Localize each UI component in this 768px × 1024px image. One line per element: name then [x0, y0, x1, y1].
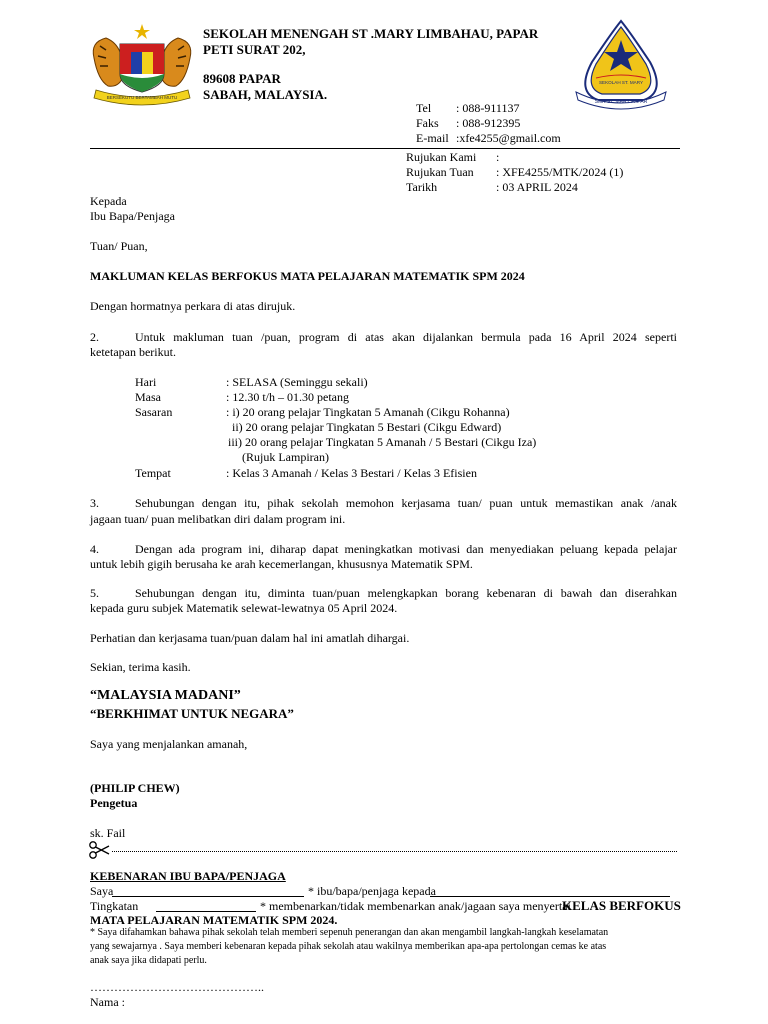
form-note-line1: * Saya difahamkan bahawa pihak sekolah telah memberi sepenuh penerangan dan akan mengambil langkah-langkah keselamatan — [90, 927, 609, 938]
fax-value: : 088-912395 — [456, 116, 521, 130]
letter-subject: MAKLUMAN KELAS BERFOKUS MATA PELAJARAN MATEMATIK SPM 2024 — [90, 269, 525, 283]
para5-line2: kepada guru subjek Matematik selewat-lewatnya 05 April 2024. — [90, 601, 398, 615]
form-saya-mid: * ibu/bapa/penjaga kepada — [308, 884, 436, 898]
closing-appreciation: Perhatian dan kerjasama tuan/puan dalam hal ini amatlah dihargai. — [90, 631, 410, 645]
date-value: : 03 APRIL 2024 — [496, 180, 578, 194]
school-motto-arc-text: SEKOLAH ST. MARY — [598, 80, 644, 85]
sasaran-label: Sasaran — [135, 405, 173, 419]
para4-number: 4. — [90, 542, 99, 556]
form-note-line2: yang sewajarnya . Saya memberi kebenaran kepada pihak sekolah atau wakilnya memberikan apa-apa pertolongan cemas ke atas — [90, 941, 607, 952]
salutation: Tuan/ Puan, — [90, 239, 148, 253]
form-tingkatan-label: Tingkatan — [90, 899, 139, 913]
form-program-a: KELAS BERFOKUS — [562, 898, 681, 913]
ref-kami-label: Rujukan Kami — [406, 150, 477, 164]
form-nama-label: Nama : — [90, 995, 125, 1009]
slogan-berkhimat: “BERKHIMAT UNTUK NEGARA” — [90, 706, 294, 721]
email-label: E-mail — [416, 131, 449, 145]
form-tingkatan-mid: * membenarkan/tidak membenarkan anak/jagaan saya menyertai — [260, 899, 571, 913]
tingkatan-field[interactable] — [156, 911, 256, 912]
crest-motto-text: BERSEKUTU BERTAMBAH MUTU — [106, 95, 178, 100]
para5-line1: Sehubungan dengan itu, diminta tuan/puan melengkapkan borang kebenaran di bawah dan diserahkan — [135, 586, 677, 600]
sasaran-line3: iii) 20 orang pelajar Tingkatan 5 Amanah / 5 Bestari (Cikgu Iza) — [228, 435, 537, 449]
tel-label: Tel — [416, 101, 432, 115]
school-crest-bottom-text: SMK ST. MARY PAPAR — [594, 99, 648, 105]
para2-line1: Untuk makluman tuan /puan, program di atas akan dijalankan bermula pada 16 April 2024 seperti — [135, 330, 677, 344]
ref-tuan-value: : XFE4255/MTK/2024 (1) — [496, 165, 624, 179]
postcode-city: 89608 PAPAR — [203, 71, 281, 86]
tel-value: : 088-911137 — [456, 101, 520, 115]
state-country: SABAH, MALAYSIA. — [203, 87, 328, 102]
recipient-to: Kepada — [90, 194, 127, 208]
para3-number: 3. — [90, 496, 99, 510]
child-name-field[interactable] — [430, 896, 670, 897]
opening-line: Dengan hormatnya perkara di atas dirujuk. — [90, 299, 296, 313]
recipient-addressee: Ibu Bapa/Penjaga — [90, 209, 175, 223]
form-note-line3: anak saya jika didapati perlu. — [90, 955, 207, 966]
school-name: SEKOLAH MENENGAH ST .MARY LIMBAHAU, PAPAR — [203, 26, 539, 41]
signatory-title: Pengetua — [90, 796, 138, 810]
sasaran-line1: : i) 20 orang pelajar Tingkatan 5 Amanah (Cikgu Rohanna) — [226, 405, 510, 419]
signature-dots[interactable]: …………………………………….. — [90, 980, 264, 994]
school-crest-logo — [570, 18, 672, 110]
para4-line2: untuk lebih gigih berusaha ke arah kecemerlangan, khususnya Matematik SPM. — [90, 557, 473, 571]
sign-off: Saya yang menjalankan amanah, — [90, 737, 248, 751]
tempat-value: : Kelas 3 Amanah / Kelas 3 Bestari / Kelas 3 Efisien — [226, 466, 477, 480]
sasaran-line4: (Rujuk Lampiran) — [242, 450, 329, 464]
form-program-b: MATA PELAJARAN MATEMATIK SPM 2024. — [90, 913, 338, 927]
date-label: Tarikh — [406, 180, 438, 194]
cut-line — [112, 851, 677, 852]
closing-thanks: Sekian, terima kasih. — [90, 660, 191, 674]
hari-value: : SELASA (Seminggu sekali) — [226, 375, 368, 389]
ref-kami-value: : — [496, 150, 500, 164]
para2-number: 2. — [90, 330, 99, 344]
signatory-name: (PHILIP CHEW) — [90, 781, 180, 795]
po-box: PETI SURAT 202, — [203, 42, 306, 57]
cc-file: sk. Fail — [90, 826, 126, 840]
para3-line1: Sehubungan dengan itu, pihak sekolah memohon kerjasama tuan/ puan untuk memastikan anak /anak — [135, 496, 677, 510]
slogan-malaysia-madani: “MALAYSIA MADANI” — [90, 688, 241, 703]
hari-label: Hari — [135, 375, 157, 389]
form-title: KEBENARAN IBU BAPA/PENJAGA — [90, 869, 286, 883]
masa-value: : 12.30 t/h – 01.30 petang — [226, 390, 349, 404]
parent-name-field[interactable] — [112, 896, 304, 897]
para3-line2: jagaan tuan/ puan melibatkan diri dalam program ini. — [90, 512, 346, 526]
para4-line1: Dengan ada program ini, diharap dapat meningkatkan motivasi dan menyediakan peluang kepada pelajar — [135, 542, 677, 556]
coat-of-arms-logo — [88, 22, 196, 106]
fax-label: Faks — [416, 116, 439, 130]
para2-line2: ketetapan berikut. — [90, 345, 176, 359]
para5-number: 5. — [90, 586, 99, 600]
header-divider — [90, 148, 680, 149]
tempat-label: Tempat — [135, 466, 171, 480]
masa-label: Masa — [135, 390, 161, 404]
email-value: :xfe4255@gmail.com — [456, 131, 561, 145]
scissors-icon — [88, 840, 110, 860]
ref-tuan-label: Rujukan Tuan — [406, 165, 474, 179]
sasaran-line2: ii) 20 orang pelajar Tingkatan 5 Bestari (Cikgu Edward) — [232, 420, 502, 434]
form-saya-label: Saya — [90, 884, 114, 898]
